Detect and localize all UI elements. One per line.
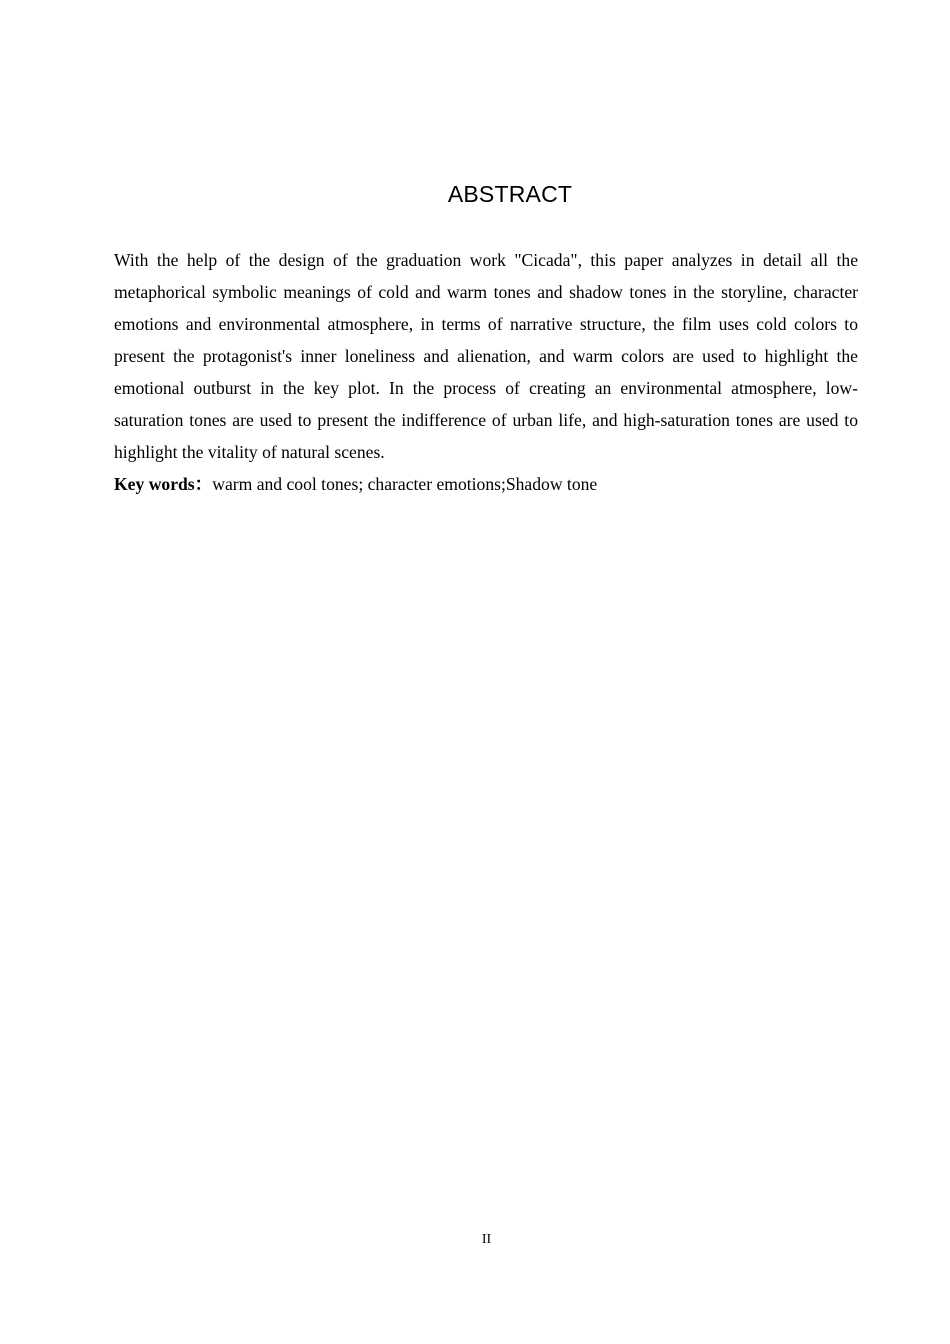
page-title: ABSTRACT [447, 181, 573, 207]
page-number: II [481, 1232, 492, 1247]
keywords-text: warm and cool tones; character emotions;Shadow tone [212, 474, 598, 494]
abstract-paragraph: With the help of the design of the graduation work "Cicada", this paper analyzes in detail all the metaphorical symbolic meanings of cold and warm tones and shadow tones in the storyline, character emotions and environmental atmosphere, in terms of narrative structure, the film uses cold colors to present the protagonist's inner loneliness and alienation, and warm colors are used to highlight the emotional outburst in the key plot. In the process of creating an environmental atmosphere, low-saturation tones are used to present the indifference of urban life, and high-saturation tones are used to highlight the vitality of natural scenes. [114, 250, 858, 462]
keywords-label: Key words： [114, 474, 213, 494]
keywords-line [114, 468, 858, 500]
